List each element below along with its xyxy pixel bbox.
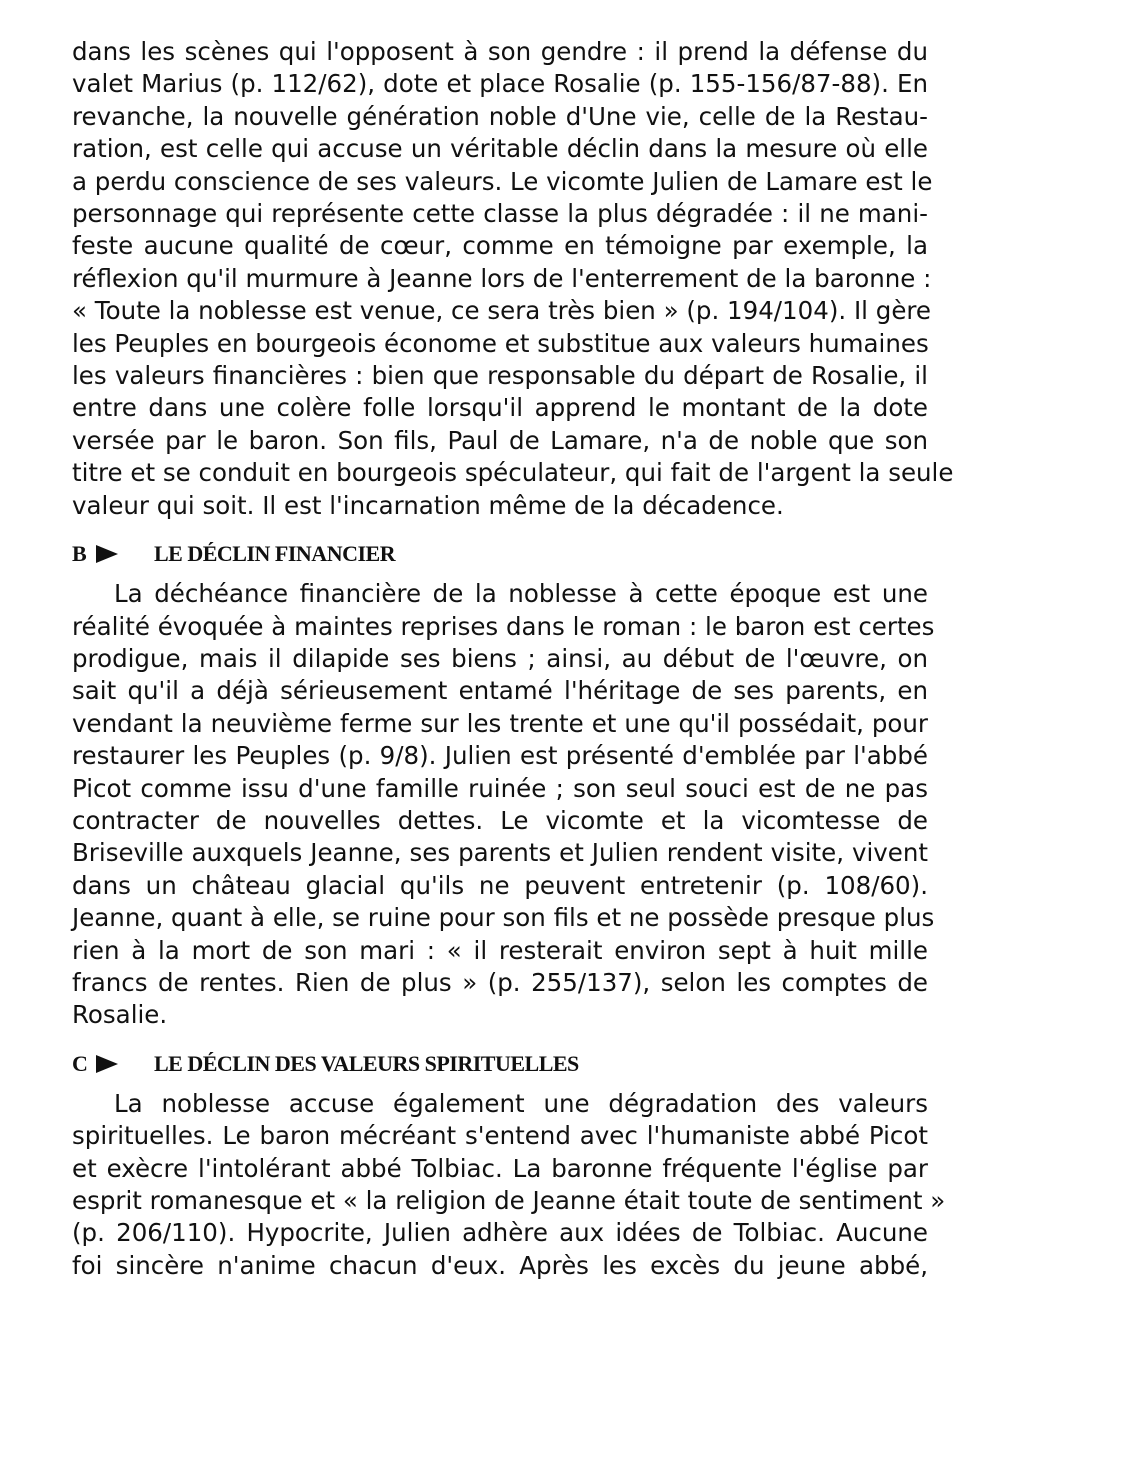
text-line: sait qu'il a déjà sérieusement entamé l'héritage de ses parents, en xyxy=(72,676,928,706)
section-b-paragraph xyxy=(72,578,935,1032)
section-letter: C xyxy=(72,1050,88,1076)
text-line: feste aucune qualité de cœur, comme en témoigne par exemple, la xyxy=(72,231,928,261)
text-line: Rosalie. xyxy=(72,1000,168,1030)
document-page xyxy=(72,36,954,1282)
text-line: les valeurs financières : bien que responsable du départ de Rosalie, il xyxy=(72,361,928,391)
text-line: (p. 206/110). Hypocrite, Julien adhère aux idées de Tolbiac. Aucune xyxy=(72,1218,928,1248)
text-line: valet Marius (p. 112/62), dote et place Rosalie (p. 155-156/87-88). En xyxy=(72,69,928,99)
text-line: vendant la neuvième ferme sur les trente et une qu'il possédait, pour xyxy=(72,708,928,738)
text-line: contracter de nouvelles dettes. Le vicomte et la vicomtesse de xyxy=(72,805,928,835)
text-line: dans les scènes qui l'opposent à son gendre : il prend la défense du xyxy=(72,37,928,66)
text-line: revanche, la nouvelle génération noble d'Une vie, celle de la Restau- xyxy=(72,101,928,131)
section-title: LE DÉCLIN FINANCIER xyxy=(154,541,396,567)
text-line: entre dans une colère folle lorsqu'il apprend le montant de la dote xyxy=(72,393,928,423)
text-line: titre et se conduit en bourgeois spéculateur, qui fait de l'argent la seule xyxy=(72,458,954,488)
text-line: et exècre l'intolérant abbé Tolbiac. La baronne fréquente l'église par xyxy=(72,1153,928,1183)
text-line: personnage qui représente cette classe la plus dégradée : il ne mani- xyxy=(72,199,928,229)
text-line: esprit romanesque et « la religion de Jeanne était toute de sentiment » xyxy=(72,1186,946,1215)
text-line: ration, est celle qui accuse un véritable déclin dans la mesure où elle xyxy=(72,134,928,164)
text-line: prodigue, mais il dilapide ses biens ; ainsi, au début de l'œuvre, on xyxy=(72,643,928,673)
text-line: Briseville auxquels Jeanne, ses parents et Julien rendent visite, vivent xyxy=(72,838,928,868)
text-line: spirituelles. Le baron mécréant s'entend avec l'humaniste abbé Picot xyxy=(72,1121,928,1151)
text-line: Picot comme issu d'une famille ruinée ; son seul souci est de ne pas xyxy=(72,773,928,803)
arrow-icon xyxy=(96,1055,118,1073)
section-c-heading xyxy=(72,1050,928,1078)
text-line: La déchéance financière de la noblesse à cette époque est une xyxy=(114,579,928,609)
section-title: LE DÉCLIN DES VALEURS SPIRITUELLES xyxy=(154,1050,579,1076)
text-line: dans un château glacial qu'ils ne peuvent entretenir (p. 108/60). xyxy=(72,870,928,900)
text-line: restaurer les Peuples (p. 9/8). Julien est présenté d'emblée par l'abbé xyxy=(72,741,928,771)
section-a-paragraph xyxy=(72,36,954,522)
text-line: versée par le baron. Son fils, Paul de Lamare, n'a de noble que son xyxy=(72,425,928,455)
text-line: foi sincère n'anime chacun d'eux. Après les excès du jeune abbé, xyxy=(72,1250,928,1280)
text-line: réalité évoquée à maintes reprises dans le roman : le baron est certes xyxy=(72,611,935,641)
arrow-icon xyxy=(96,545,118,563)
text-line: rien à la mort de son mari : « il resterait environ sept à huit mille xyxy=(72,935,928,965)
section-c-paragraph xyxy=(72,1088,946,1282)
text-line: a perdu conscience de ses valeurs. Le vicomte Julien de Lamare est le xyxy=(72,166,933,196)
text-line: valeur qui soit. Il est l'incarnation même de la décadence. xyxy=(72,490,784,520)
text-line: Jeanne, quant à elle, se ruine pour son fils et ne possède presque plus xyxy=(72,903,935,933)
text-line: francs de rentes. Rien de plus » (p. 255/137), selon les comptes de xyxy=(72,967,928,997)
text-line: réflexion qu'il murmure à Jeanne lors de l'enterrement de la baronne : xyxy=(72,263,932,293)
section-b-heading xyxy=(72,540,928,568)
section-letter: B xyxy=(72,541,87,567)
text-line: La noblesse accuse également une dégradation des valeurs xyxy=(114,1088,928,1118)
text-line: « Toute la noblesse est venue, ce sera très bien » (p. 194/104). Il gère xyxy=(72,296,932,326)
text-line: les Peuples en bourgeois économe et substitue aux valeurs humaines xyxy=(72,328,929,358)
